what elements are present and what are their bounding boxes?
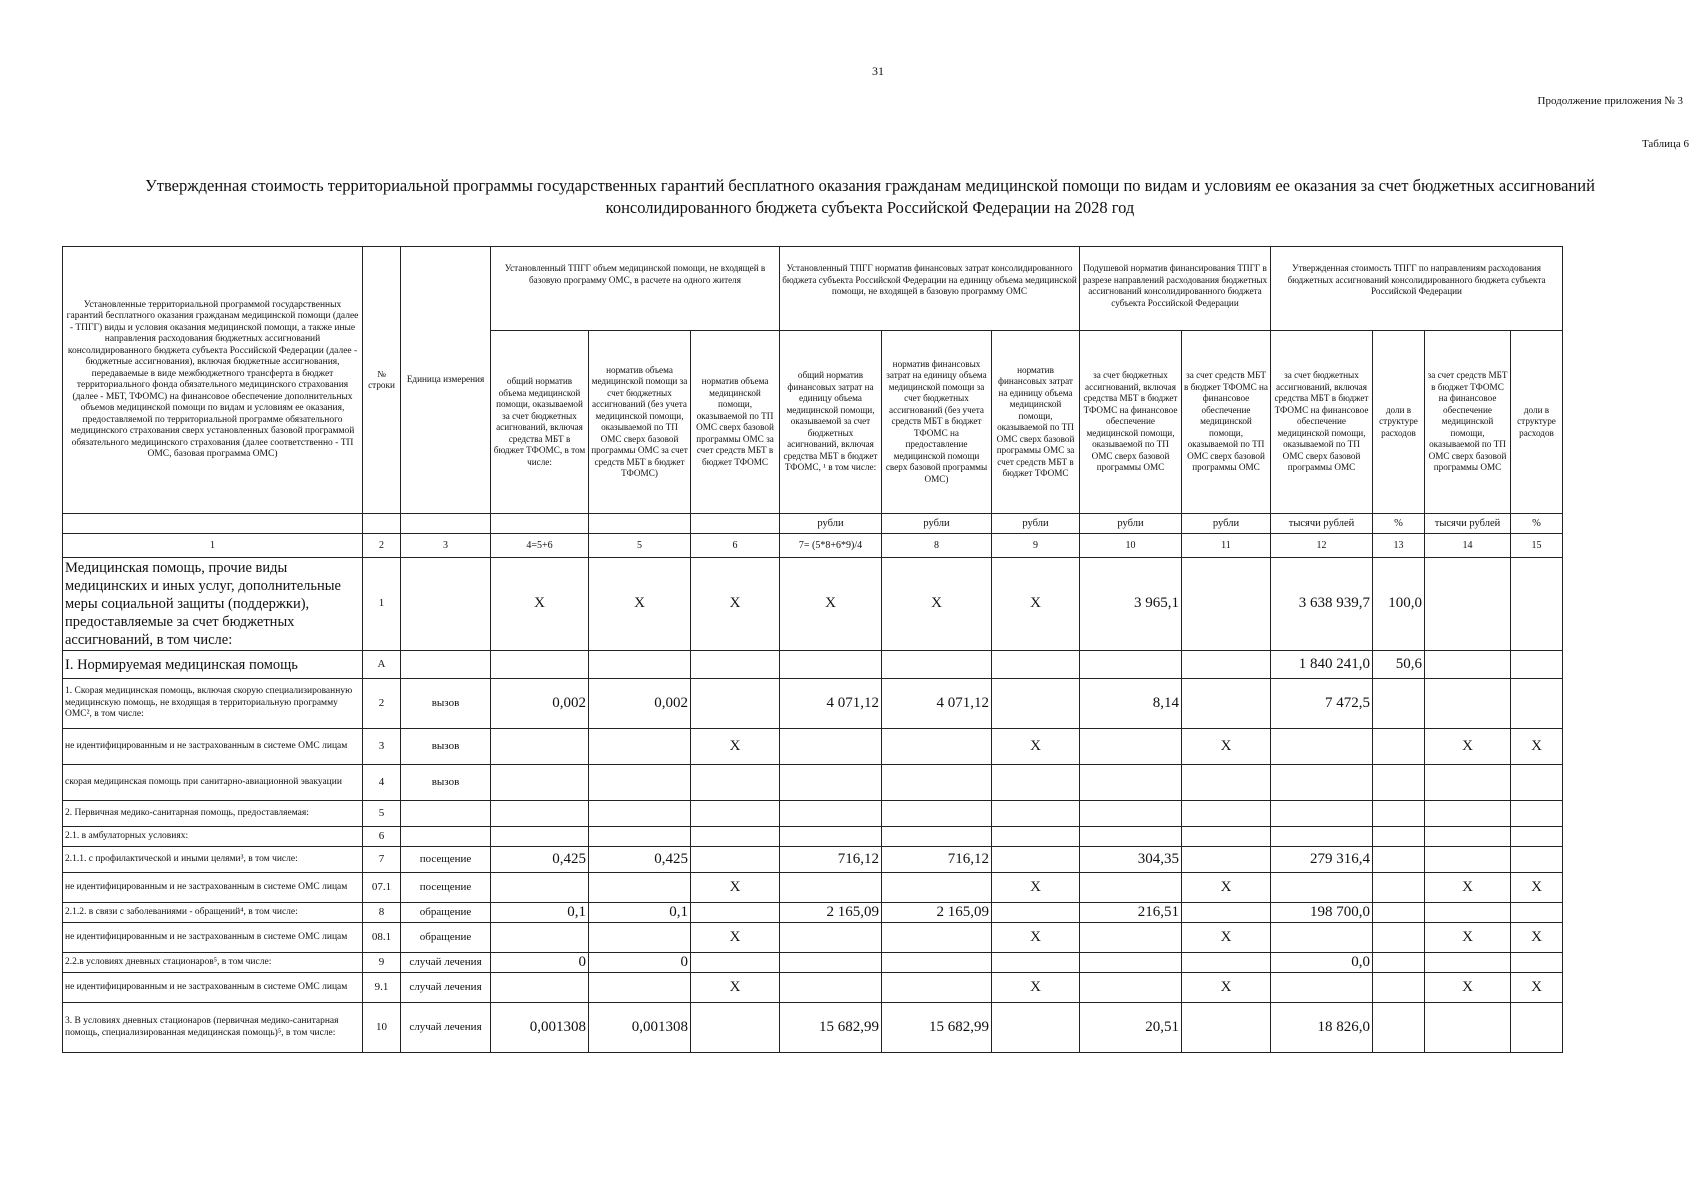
value-cell — [691, 903, 780, 923]
x-mark-cell: X — [992, 923, 1080, 953]
x-mark-cell: X — [1425, 873, 1511, 903]
table-row — [63, 827, 1563, 847]
unit-cell: рубли — [1080, 514, 1182, 534]
value-cell: 1 840 241,0 — [1271, 651, 1373, 679]
column-number-cell: 12 — [1271, 534, 1373, 558]
value-cell — [589, 651, 691, 679]
value-cell: 198 700,0 — [1271, 903, 1373, 923]
value-cell: 0,001308 — [589, 1003, 691, 1053]
x-mark-cell: X — [691, 973, 780, 1003]
value-cell: 0,425 — [589, 847, 691, 873]
column-number-cell: 1 — [63, 534, 363, 558]
value-cell: 2 165,09 — [882, 903, 992, 923]
x-mark-cell: X — [992, 729, 1080, 765]
unit-cell — [589, 514, 691, 534]
value-cell: 0,002 — [589, 679, 691, 729]
value-cell — [1271, 729, 1373, 765]
value-cell — [491, 765, 589, 801]
row-label: 2.1. в амбулаторных условиях: — [63, 827, 363, 847]
row-label: не идентифицированным и не застрахованным в системе ОМС лицам — [63, 873, 363, 903]
column-number-cell: 7= (5*8+6*9)/4 — [780, 534, 882, 558]
value-cell: 0,0 — [1271, 953, 1373, 973]
value-cell — [1271, 973, 1373, 1003]
row-unit: случай лечения — [401, 953, 491, 973]
value-cell — [992, 765, 1080, 801]
value-cell — [589, 973, 691, 1003]
value-cell — [992, 801, 1080, 827]
value-cell — [1080, 923, 1182, 953]
value-cell — [1511, 903, 1563, 923]
value-cell — [1080, 973, 1182, 1003]
header-sub-6: норматив объема медицинской помощи, оказываемой по ТП ОМС сверх базовой программы ОМС за счет средств МБТ в бюджет ТФОМС — [691, 331, 780, 514]
header-group-cost-total: Утвержденная стоимость ТПГГ по направлениям расходования бюджетных ассигнований консолидированного бюджета субъекта Российской Федерации — [1271, 247, 1563, 331]
value-cell: 100,0 — [1373, 558, 1425, 651]
value-cell — [691, 801, 780, 827]
value-cell — [589, 801, 691, 827]
row-label: Медицинская помощь, прочие виды медицинских и иных услуг, дополнительные меры социальной защиты (поддержки), предоставляемые за счет бюджетных ассигнований, в том числе: — [63, 558, 363, 651]
x-mark-cell: X — [1511, 729, 1563, 765]
value-cell — [882, 827, 992, 847]
row-label: 2.1.1. с профилактической и иными целями³, в том числе: — [63, 847, 363, 873]
row-label: 1. Скорая медицинская помощь, включая скорую специализированную медицинскую помощь, не входящая в территориальную программу ОМС², в том числе: — [63, 679, 363, 729]
x-mark-cell: X — [992, 973, 1080, 1003]
value-cell — [1271, 923, 1373, 953]
x-mark-cell: X — [1182, 873, 1271, 903]
row-unit: случай лечения — [401, 973, 491, 1003]
value-cell — [882, 923, 992, 953]
table-row — [63, 558, 1563, 651]
value-cell: 3 965,1 — [1080, 558, 1182, 651]
value-cell — [1373, 1003, 1425, 1053]
value-cell — [1080, 651, 1182, 679]
column-number-cell: 2 — [363, 534, 401, 558]
column-number-cell: 9 — [992, 534, 1080, 558]
value-cell — [491, 801, 589, 827]
header-sub-15: доли в структуре расходов — [1511, 331, 1563, 514]
value-cell — [780, 923, 882, 953]
value-cell — [1080, 765, 1182, 801]
value-cell — [1373, 923, 1425, 953]
x-mark-cell: X — [992, 558, 1080, 651]
value-cell — [1182, 765, 1271, 801]
value-cell — [491, 729, 589, 765]
unit-cell: % — [1373, 514, 1425, 534]
value-cell: 216,51 — [1080, 903, 1182, 923]
value-cell — [1373, 973, 1425, 1003]
value-cell — [589, 765, 691, 801]
header-group-costs: Установленный ТПГГ норматив финансовых затрат консолидированного бюджета субъекта Российской Федерации на единицу объема медицинской помощи, не входящей в базовую программу ОМС — [780, 247, 1080, 331]
value-cell: 0 — [589, 953, 691, 973]
column-number-cell: 8 — [882, 534, 992, 558]
row-label: не идентифицированным и не застрахованным в системе ОМС лицам — [63, 729, 363, 765]
table-row — [63, 847, 1563, 873]
value-cell — [1425, 558, 1511, 651]
value-cell — [589, 923, 691, 953]
row-number: 10 — [363, 1003, 401, 1053]
value-cell — [1511, 679, 1563, 729]
unit-cell: тысячи рублей — [1271, 514, 1373, 534]
row-unit — [401, 801, 491, 827]
value-cell: 20,51 — [1080, 1003, 1182, 1053]
value-cell — [1511, 765, 1563, 801]
table-row — [63, 1003, 1563, 1053]
row-number: 2 — [363, 679, 401, 729]
header-group-volume: Установленный ТПГГ объем медицинской помощи, не входящей в базовую программу ОМС, в расчете на одного жителя — [491, 247, 780, 331]
column-number-cell: 15 — [1511, 534, 1563, 558]
table-label: Таблица 6 — [1641, 138, 1689, 150]
row-number: А — [363, 651, 401, 679]
value-cell: 0,001308 — [491, 1003, 589, 1053]
row-unit: посещение — [401, 847, 491, 873]
value-cell — [1425, 765, 1511, 801]
table-row — [63, 651, 1563, 679]
value-cell — [589, 827, 691, 847]
value-cell — [1425, 903, 1511, 923]
value-cell — [589, 729, 691, 765]
row-number: 4 — [363, 765, 401, 801]
value-cell — [1373, 827, 1425, 847]
row-number: 5 — [363, 801, 401, 827]
value-cell — [1373, 847, 1425, 873]
value-cell — [1425, 801, 1511, 827]
value-cell: 50,6 — [1373, 651, 1425, 679]
value-cell: 279 316,4 — [1271, 847, 1373, 873]
value-cell: 15 682,99 — [780, 1003, 882, 1053]
value-cell — [1271, 873, 1373, 903]
row-unit: обращение — [401, 923, 491, 953]
value-cell — [1425, 679, 1511, 729]
row-unit — [401, 827, 491, 847]
value-cell — [1425, 1003, 1511, 1053]
page-number: 31 — [872, 64, 884, 78]
appendix-continuation: Продолжение приложения № 3 — [1537, 95, 1683, 107]
value-cell — [1425, 827, 1511, 847]
value-cell — [780, 651, 882, 679]
value-cell — [882, 873, 992, 903]
header-sub-9: норматив финансовых затрат на единицу объема медицинской помощи, оказываемой по ТП ОМС сверх базовой программы ОМС за счет средств МБТ в бюджет ТФОМС — [992, 331, 1080, 514]
x-mark-cell: X — [882, 558, 992, 651]
value-cell — [1373, 729, 1425, 765]
row-label: не идентифицированным и не застрахованным в системе ОМС лицам — [63, 973, 363, 1003]
value-cell — [992, 903, 1080, 923]
value-cell — [589, 873, 691, 903]
x-mark-cell: X — [1182, 923, 1271, 953]
header-sub-14: за счет средств МБТ в бюджет ТФОМС на финансовое обеспечение медицинской помощи, оказываемой по ТП ОМС сверх базовой программы ОМС — [1425, 331, 1511, 514]
x-mark-cell: X — [1511, 923, 1563, 953]
row-unit: вызов — [401, 679, 491, 729]
row-label: I. Нормируемая медицинская помощь — [63, 651, 363, 679]
row-unit: посещение — [401, 873, 491, 903]
value-cell: 304,35 — [1080, 847, 1182, 873]
row-unit — [401, 651, 491, 679]
row-unit — [401, 558, 491, 651]
row-number: 07.1 — [363, 873, 401, 903]
row-number: 8 — [363, 903, 401, 923]
value-cell — [1080, 801, 1182, 827]
column-number-cell: 14 — [1425, 534, 1511, 558]
value-cell — [491, 973, 589, 1003]
value-cell — [491, 651, 589, 679]
header-col-1: Установленные территориальной программой государственных гарантий бесплатного оказания гражданам медицинской помощи (далее - ТПГГ) виды и условия оказания медицинской помощи, а также иные направления расходования бюджетных ассигнований консолидированного бюджета субъекта Российской Федерации (далее - бюджетные ассигнования), включая бюджетные ассигнования, передаваемые в виде межбюджетного трансферта в бюджет территориального фонда обязательного медицинского страхования (далее - МБТ, ТФОМС) на финансовое обеспечение дополнительных объемов медицинской помощи по видам и условиям ее оказания, предоставляемой по территориальной программе обязательного медицинского страхования сверх установленных базовой программой обязательного медицинского страхования (далее соответственно - ТП ОМС, базовая программа ОМС) — [63, 247, 363, 514]
unit-cell: рубли — [1182, 514, 1271, 534]
header-sub-10: за счет бюджетных ассигнований, включая средства МБТ в бюджет ТФОМС на финансовое обеспечение медицинской помощи, оказываемой по ТП ОМС сверх базовой программы ОМС — [1080, 331, 1182, 514]
row-number: 6 — [363, 827, 401, 847]
table-row — [63, 765, 1563, 801]
value-cell — [1511, 847, 1563, 873]
value-cell — [691, 765, 780, 801]
value-cell — [1373, 765, 1425, 801]
value-cell — [1271, 801, 1373, 827]
value-cell — [1080, 873, 1182, 903]
value-cell: 0,002 — [491, 679, 589, 729]
table-row — [63, 729, 1563, 765]
value-cell: 3 638 939,7 — [1271, 558, 1373, 651]
value-cell — [1511, 558, 1563, 651]
value-cell — [491, 827, 589, 847]
x-mark-cell: X — [1182, 973, 1271, 1003]
header-col-3: Единица измерения — [401, 247, 491, 514]
value-cell — [1373, 953, 1425, 973]
value-cell — [992, 953, 1080, 973]
value-cell — [1080, 729, 1182, 765]
value-cell: 716,12 — [780, 847, 882, 873]
row-unit: вызов — [401, 765, 491, 801]
value-cell: 4 071,12 — [780, 679, 882, 729]
value-cell — [1373, 801, 1425, 827]
unit-cell — [63, 514, 363, 534]
x-mark-cell: X — [1511, 873, 1563, 903]
value-cell: 8,14 — [1080, 679, 1182, 729]
table-row — [63, 923, 1563, 953]
value-cell — [1511, 1003, 1563, 1053]
header-sub-4: общий норматив объема медицинской помощи, оказываемой за счет бюджетных асигнований, включая средства МБТ в бюджет ТФОМС, в том числе: — [491, 331, 589, 514]
column-number-cell: 3 — [401, 534, 491, 558]
value-cell — [1182, 558, 1271, 651]
header-sub-12: за счет бюджетных ассигнований, включая средства МБТ в бюджет ТФОМС на финансовое обеспечение медицинской помощи, оказываемой по ТП ОМС сверх базовой программы ОМС — [1271, 331, 1373, 514]
row-number: 7 — [363, 847, 401, 873]
value-cell — [1182, 679, 1271, 729]
value-cell — [1182, 651, 1271, 679]
value-cell — [691, 1003, 780, 1053]
value-cell — [1182, 827, 1271, 847]
value-cell — [1182, 1003, 1271, 1053]
header-sub-8: норматив финансовых затрат на единицу объема медицинской помощи за счет бюджетных ассигнований (без учета средств МБТ в бюджет ТФОМС на предоставление медицинской помощи сверх базовой программы ОМС) — [882, 331, 992, 514]
value-cell — [1080, 953, 1182, 973]
header-group-percap: Подушевой норматив финансирования ТПГГ в разрезе направлений расходования бюджетных ассигнований консолидированного бюджета субъекта Российской Федерации — [1080, 247, 1271, 331]
unit-cell: тысячи рублей — [1425, 514, 1511, 534]
x-mark-cell: X — [1425, 729, 1511, 765]
row-unit: вызов — [401, 729, 491, 765]
row-unit: обращение — [401, 903, 491, 923]
value-cell — [882, 973, 992, 1003]
value-cell — [992, 847, 1080, 873]
unit-cell — [691, 514, 780, 534]
header-sub-13: доли в структуре расходов — [1373, 331, 1425, 514]
value-cell — [882, 651, 992, 679]
value-cell — [691, 651, 780, 679]
value-cell — [992, 827, 1080, 847]
value-cell — [992, 679, 1080, 729]
value-cell — [691, 953, 780, 973]
value-cell: 18 826,0 — [1271, 1003, 1373, 1053]
table-row — [63, 679, 1563, 729]
unit-cell: рубли — [882, 514, 992, 534]
unit-cell: рубли — [992, 514, 1080, 534]
row-label: 2.1.2. в связи с заболеваниями - обращений⁴, в том числе: — [63, 903, 363, 923]
value-cell — [780, 953, 882, 973]
value-cell — [491, 923, 589, 953]
unit-cell — [363, 514, 401, 534]
value-cell: 2 165,09 — [780, 903, 882, 923]
value-cell — [1373, 903, 1425, 923]
x-mark-cell: X — [691, 873, 780, 903]
x-mark-cell: X — [1182, 729, 1271, 765]
value-cell: 4 071,12 — [882, 679, 992, 729]
value-cell — [1182, 801, 1271, 827]
column-number-cell: 11 — [1182, 534, 1271, 558]
value-cell — [1425, 847, 1511, 873]
row-number: 3 — [363, 729, 401, 765]
value-cell — [1373, 679, 1425, 729]
unit-cell: % — [1511, 514, 1563, 534]
column-numbers-row — [63, 534, 1563, 558]
row-label: 3. В условиях дневных стационаров (первичная медико-санитарная помощь, специализированная медицинская помощь)⁵, в том числе: — [63, 1003, 363, 1053]
table-row — [63, 903, 1563, 923]
column-number-cell: 4=5+6 — [491, 534, 589, 558]
row-number: 9.1 — [363, 973, 401, 1003]
value-cell — [1511, 801, 1563, 827]
value-cell — [691, 827, 780, 847]
header-sub-11: за счет средств МБТ в бюджет ТФОМС на финансовое обеспечение медицинской помощи, оказываемой по ТП ОМС сверх базовой программы ОМС — [1182, 331, 1271, 514]
x-mark-cell: X — [780, 558, 882, 651]
table-row — [63, 873, 1563, 903]
value-cell: 716,12 — [882, 847, 992, 873]
row-unit: случай лечения — [401, 1003, 491, 1053]
x-mark-cell: X — [491, 558, 589, 651]
value-cell: 0,425 — [491, 847, 589, 873]
value-cell: 0,1 — [589, 903, 691, 923]
header-col-2: № строки — [363, 247, 401, 514]
x-mark-cell: X — [1425, 973, 1511, 1003]
document-title: Утвержденная стоимость территориальной программы государственных гарантий бесплатного оказания гражданам медицинской помощи по видам и условиям ее оказания за счет бюджетных ассигнований консолидированного бюджета субъекта Российской Федерации на 2028 год — [145, 176, 1595, 217]
column-number-cell: 10 — [1080, 534, 1182, 558]
value-cell — [882, 953, 992, 973]
value-cell — [780, 873, 882, 903]
value-cell — [882, 801, 992, 827]
value-cell — [1511, 651, 1563, 679]
value-cell — [691, 679, 780, 729]
row-number: 9 — [363, 953, 401, 973]
x-mark-cell: X — [1511, 973, 1563, 1003]
column-number-cell: 5 — [589, 534, 691, 558]
units-row — [63, 514, 1563, 534]
x-mark-cell: X — [1425, 923, 1511, 953]
value-cell — [780, 765, 882, 801]
value-cell — [780, 729, 882, 765]
column-number-cell: 13 — [1373, 534, 1425, 558]
value-cell — [1182, 953, 1271, 973]
value-cell: 0 — [491, 953, 589, 973]
row-label: не идентифицированным и не застрахованным в системе ОМС лицам — [63, 923, 363, 953]
value-cell — [882, 765, 992, 801]
unit-cell: рубли — [780, 514, 882, 534]
value-cell — [780, 973, 882, 1003]
table-row — [63, 953, 1563, 973]
row-label: 2.2.в условиях дневных стационаров⁵, в том числе: — [63, 953, 363, 973]
value-cell — [1080, 827, 1182, 847]
value-cell — [1271, 765, 1373, 801]
x-mark-cell: X — [691, 923, 780, 953]
x-mark-cell: X — [589, 558, 691, 651]
value-cell — [691, 847, 780, 873]
value-cell — [1511, 953, 1563, 973]
value-cell — [1425, 953, 1511, 973]
row-label: скорая медицинская помощь при санитарно-авиационной эвакуации — [63, 765, 363, 801]
value-cell: 15 682,99 — [882, 1003, 992, 1053]
header-sub-5: норматив объема медицинской помощи за счет бюджетных ассигнований (без учета медицинской помощи, оказываемой по ТП ОМС сверх базовой программы ОМС за счет средств МБТ в бюджет ТФОМС) — [589, 331, 691, 514]
value-cell — [1182, 903, 1271, 923]
column-number-cell: 6 — [691, 534, 780, 558]
value-cell — [992, 1003, 1080, 1053]
row-label: 2. Первичная медико-санитарная помощь, предоставляемая: — [63, 801, 363, 827]
value-cell — [1373, 873, 1425, 903]
table-row — [63, 801, 1563, 827]
value-cell: 7 472,5 — [1271, 679, 1373, 729]
value-cell — [491, 873, 589, 903]
row-number: 08.1 — [363, 923, 401, 953]
value-cell — [780, 801, 882, 827]
unit-cell — [491, 514, 589, 534]
header-sub-7: общий норматив финансовых затрат на единицу объема медицинской помощи, оказываемой за счет бюджетных асигнований, включая средства МБТ в бюджет ТФОМС, ¹ в том числе: — [780, 331, 882, 514]
value-cell — [1511, 827, 1563, 847]
x-mark-cell: X — [992, 873, 1080, 903]
value-cell — [882, 729, 992, 765]
x-mark-cell: X — [691, 558, 780, 651]
value-cell — [780, 827, 882, 847]
x-mark-cell: X — [691, 729, 780, 765]
value-cell: 0,1 — [491, 903, 589, 923]
unit-cell — [401, 514, 491, 534]
value-cell — [1182, 847, 1271, 873]
row-number: 1 — [363, 558, 401, 651]
value-cell — [992, 651, 1080, 679]
value-cell — [1271, 827, 1373, 847]
table-row — [63, 973, 1563, 1003]
value-cell — [1425, 651, 1511, 679]
cost-table — [62, 246, 1563, 1053]
